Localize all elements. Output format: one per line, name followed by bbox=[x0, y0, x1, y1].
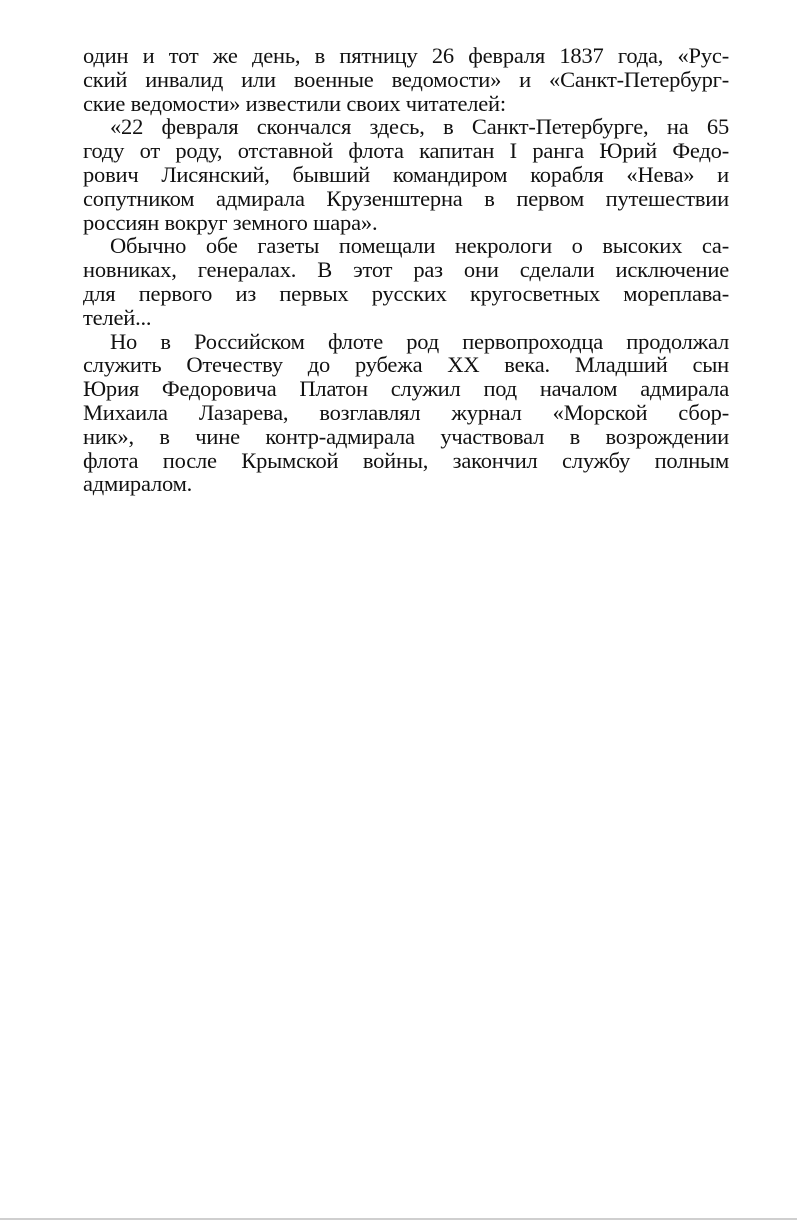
page-text bbox=[83, 44, 729, 496]
text-line: году от роду, отставной флота капитан I ранга Юрий Федо- bbox=[83, 138, 729, 164]
text-line: ский инвалид или военные ведомости» и «Санкт-Петербург- bbox=[83, 66, 729, 92]
text-line: Юрия Федоровича Платон служил под началом адмирала bbox=[83, 376, 729, 402]
text-line: флота после Крымской войны, закончил службу полным bbox=[83, 447, 729, 473]
text-line: ник», в чине контр-адмирала участвовал в возрождении bbox=[83, 423, 729, 449]
text-line: один и тот же день, в пятницу 26 февраля 1837 года, «Рус- bbox=[83, 43, 729, 68]
text-line: «22 февраля скончался здесь, в Санкт-Петербурге, на 65 bbox=[110, 114, 729, 140]
text-line: служить Отечеству до рубежа XX века. Младший сын bbox=[83, 352, 729, 378]
text-line: сопутником адмирала Крузенштерна в первом путешествии bbox=[83, 185, 729, 211]
text-line: ские ведомости» известили своих читателей: bbox=[83, 90, 506, 116]
text-line: для первого из первых русских кругосветных мореплава- bbox=[83, 280, 729, 306]
text-line: рович Лисянский, бывший командиром корабля «Нева» и bbox=[83, 161, 729, 187]
text-line: Но в Российском флоте род первопроходца продолжал bbox=[110, 328, 729, 354]
text-line: адмиралом. bbox=[83, 471, 193, 497]
page-bottom-edge bbox=[0, 1218, 797, 1220]
text-line: россиян вокруг земного шара». bbox=[83, 209, 378, 235]
text-line: новниках, генералах. В этот раз они сделали исключение bbox=[83, 257, 729, 283]
text-line: Михаила Лазарева, возглавлял журнал «Морской сбор- bbox=[83, 399, 729, 425]
text-line: Обычно обе газеты помещали некрологи о высоких са- bbox=[110, 233, 729, 259]
text-line: телей... bbox=[83, 304, 152, 330]
